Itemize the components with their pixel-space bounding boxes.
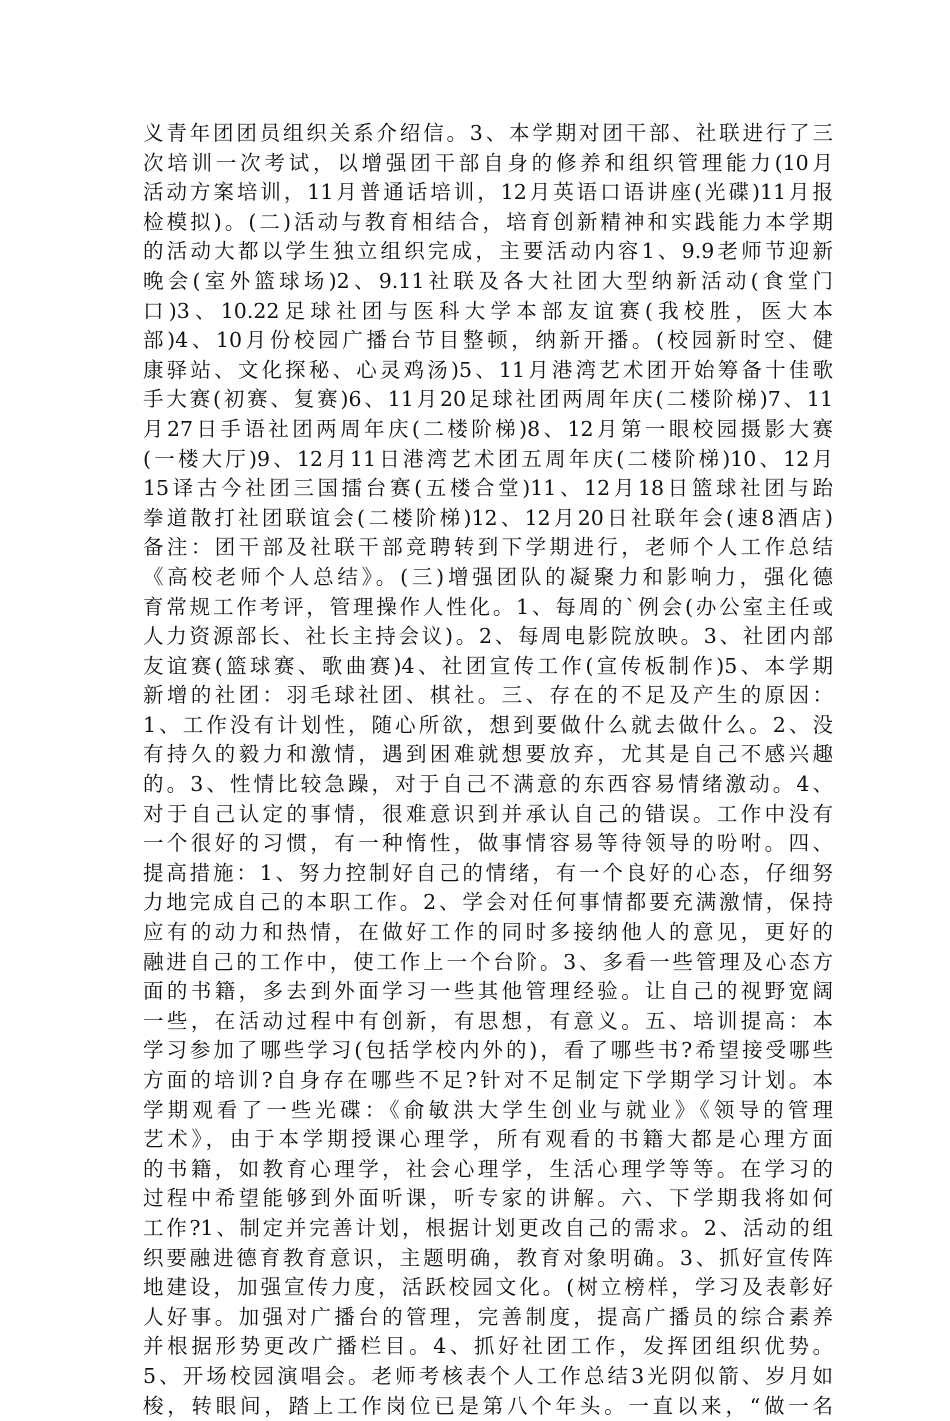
text-line: 过程中希望能够到外面听课，听专家的讲解。六、下学期我将如何 xyxy=(143,1186,833,1211)
text-line: 备注：团干部及社联干部竞聘转到下学期进行，老师个人工作总结 xyxy=(143,535,833,560)
text-line: 1、工作没有计划性，随心所欲，想到要做什么就去做什么。2、没 xyxy=(143,712,833,737)
text-line: 5、开场校园演唱会。老师考核表个人工作总结3光阴似箭、岁月如 xyxy=(143,1363,833,1388)
text-line: 活动方案培训，11月普通话培训，12月英语口语讲座(光碟)11月报 xyxy=(143,180,833,205)
text-line: 晚会(室外篮球场)2、9.11社联及各大社团大型纳新活动(食堂门 xyxy=(143,268,833,293)
text-line: 工作?1、制定并完善计划，根据计划更改自己的需求。2、活动的组 xyxy=(143,1215,833,1240)
text-line: 对于自己认定的事情，很难意识到并承认自己的错误。工作中没有 xyxy=(143,801,833,826)
text-line: 人好事。加强对广播台的管理，完善制度，提高广播员的综合素养 xyxy=(143,1304,833,1329)
text-line: 提高措施：1、努力控制好自己的情绪，有一个良好的心态，仔细努 xyxy=(143,860,833,885)
text-line: 方面的培训?自身存在哪些不足?针对不足制定下学期学习计划。本 xyxy=(143,1068,833,1092)
text-line: 15译古今社团三国擂台赛(五楼合堂)11、12月18日篮球社团与跆 xyxy=(143,476,833,501)
body-text xyxy=(143,119,833,1421)
text-line: 育常规工作考评，管理操作人性化。1、每周的`例会(办公室主任或 xyxy=(143,594,833,619)
text-line: 艺术》，由于本学期授课心理学，所有观看的书籍大都是心理方面 xyxy=(143,1127,833,1152)
text-line: 次培训一次考试，以增强团干部自身的修养和组织管理能力(10月 xyxy=(143,150,833,175)
text-line: 融进自己的工作中，使工作上一个台阶。3、多看一些管理及心态方 xyxy=(143,949,833,974)
text-line: 的书籍，如教育心理学，社会心理学，生活心理学等等。在学习的 xyxy=(143,1156,833,1181)
text-line: (一楼大厅)9、12月11日港湾艺术团五周年庆(二楼阶梯)10、12月 xyxy=(143,446,833,471)
text-line: 口)3、10.22足球社团与医科大学本部友谊赛(我校胜，医大本 xyxy=(143,298,833,323)
text-line: 部)4、10月份校园广播台节目整顿，纳新开播。(校园新时空、健 xyxy=(143,328,833,353)
text-line: 梭，转眼间，踏上工作岗位已是第八个年头。一直以来，“做一名 xyxy=(143,1393,833,1418)
text-line: 地建设，加强宣传力度，活跃校园文化。(树立榜样，学习及表彰好 xyxy=(143,1275,833,1300)
text-line: 并根据形势更改广播栏目。4、抓好社团工作，发挥团组织优势。 xyxy=(143,1334,833,1359)
text-line: 月27日手语社团两周年庆(二楼阶梯)8、12月第一眼校园摄影大赛 xyxy=(143,416,833,441)
text-line: 检模拟)。(二)活动与教育相结合，培育创新精神和实践能力本学期 xyxy=(143,209,833,234)
text-line: 一个很好的习惯，有一种惰性，做事情容易等待领导的吩咐。四、 xyxy=(143,831,833,856)
text-line: 有持久的毅力和激情，遇到困难就想要放弃，尤其是自己不感兴趣 xyxy=(143,742,833,767)
text-line: 一些，在活动过程中有创新，有思想，有意义。五、培训提高：本 xyxy=(143,1008,833,1033)
text-line: 的活动大都以学生独立组织完成，主要活动内容1、9.9老师节迎新 xyxy=(143,239,833,264)
text-line: 拳道散打社团联谊会(二楼阶梯)12、12月20日社联年会(速8酒店) xyxy=(143,505,833,530)
text-line: 手大赛(初赛、复赛)6、11月20足球社团两周年庆(二楼阶梯)7、11 xyxy=(143,387,833,412)
text-line: 织要融进德育教育意识，主题明确，教育对象明确。3、抓好宣传阵 xyxy=(143,1245,833,1270)
text-line: 力地完成自己的本职工作。2、学会对任何事情都要充满激情，保持 xyxy=(143,890,833,915)
text-line: 《高校老师个人总结》。(三)增强团队的凝聚力和影响力，强化德 xyxy=(143,564,833,589)
text-line: 新增的社团：羽毛球社团、棋社。三、存在的不足及产生的原因： xyxy=(143,683,833,708)
text-line: 学习参加了哪些学习(包括学校内外的)，看了哪些书?希望接受哪些 xyxy=(143,1038,833,1063)
text-line: 的。3、性情比较急躁，对于自己不满意的东西容易情绪激动。4、 xyxy=(143,772,833,797)
text-line: 面的书籍，多去到外面学习一些其他管理经验。让自己的视野宽阔 xyxy=(143,979,833,1004)
text-line: 人力资源部长、社长主持会议)。2、每周电影院放映。3、社团内部 xyxy=(143,624,833,649)
text-line: 康驿站、文化探秘、心灵鸡汤)5、11月港湾艺术团开始筹备十佳歌 xyxy=(143,357,833,382)
text-line: 应有的动力和热情，在做好工作的同时多接纳他人的意见，更好的 xyxy=(143,920,833,945)
text-line: 学期观看了一些光碟：《俞敏洪大学生创业与就业》《领导的管理 xyxy=(143,1097,833,1122)
text-line: 义青年团团员组织关系介绍信。3、本学期对团干部、社联进行了三 xyxy=(143,121,833,145)
text-line: 友谊赛(篮球赛、歌曲赛)4、社团宣传工作(宣传板制作)5、本学期 xyxy=(143,653,833,678)
